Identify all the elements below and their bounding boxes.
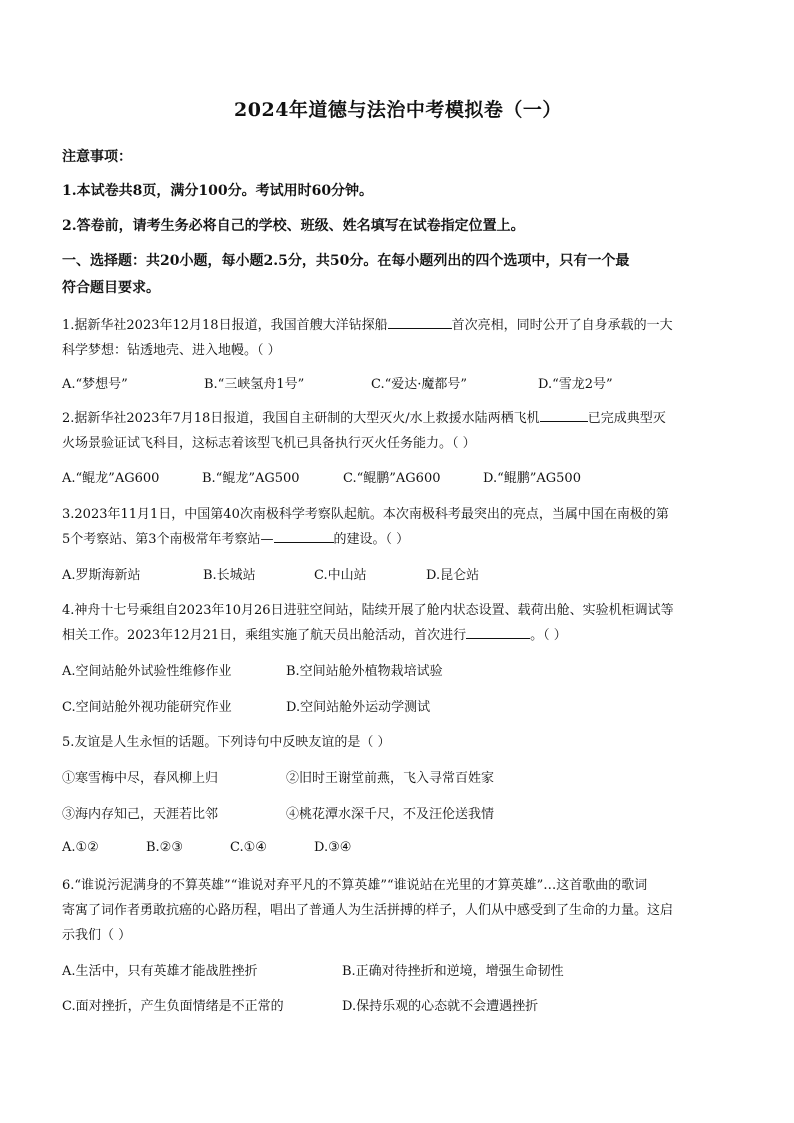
question-5-option-d: D.③④ — [314, 840, 352, 855]
answer-blank — [466, 626, 530, 639]
question-5-item-4: ④桃花潭水深千尺，不及汪伦送我情 — [286, 807, 495, 822]
notice-item-2: 2.答卷前，请考生务必将自己的学校、班级、姓名填写在试卷指定位置上。 — [62, 218, 525, 234]
question-6-option-a: A.生活中，只有英雄才能战胜挫折 — [62, 964, 258, 979]
question-4-option-b: B.空间站舱外植物栽培试验 — [286, 664, 443, 679]
question-2-stem-part-b: 已完成典型灭 — [587, 411, 666, 426]
question-2-option-c: C.“鲲鹏”AG600 — [343, 471, 441, 486]
answer-blank — [388, 316, 452, 329]
question-3-stem-line-2 — [62, 528, 409, 547]
question-3-stem-line-1: 3.2023年11月1日，中国第40次南极科学考察队起航。本次南极科考最突出的亮点，当属中国在南极的第 — [62, 507, 669, 522]
question-2-stem-line-1 — [62, 407, 666, 426]
question-6-stem-line-1: 6.“谁说污泥满身的不算英雄”“谁说对弃平凡的不算英雄”“谁说站在光里的才算英雄”…这首歌曲的歌词 — [62, 878, 648, 893]
question-3-option-c: C.中山站 — [314, 568, 367, 583]
question-4-option-d: D.空间站舱外运动学测试 — [286, 700, 431, 715]
question-1-option-c: C.“爱达·魔都号” — [371, 377, 468, 392]
question-6-stem-line-2: 寄寓了词作者勇敢抗癌的心路历程，唱出了普通人为生活拼搏的样子，人们从中感受到了生命的力量。这启 — [62, 903, 674, 918]
question-5-option-a: A.①② — [62, 840, 99, 855]
question-1-option-a: A.“梦想号” — [62, 377, 128, 392]
question-1-option-d: D.“雪龙2号” — [538, 377, 613, 392]
question-5-stem: 5.友谊是人生永恒的话题。下列诗句中反映友谊的是（ ） — [62, 735, 391, 750]
question-5-item-2: ②旧时王谢堂前燕，飞入寻常百姓家 — [286, 771, 495, 786]
question-4-stem-line-1: 4.神舟十七号乘组自2023年10月26日进驻空间站，陆续开展了舱内状态设置、载荷出舱、实验机柜调试等 — [62, 603, 674, 618]
question-6-stem-line-3: 示我们（ ） — [62, 928, 132, 943]
question-2-option-d: D.“鲲鹏”AG500 — [483, 471, 581, 486]
question-1-stem-part-b: 首次亮相，同时公开了自身承载的一大 — [451, 318, 673, 333]
section-heading-line-1: 一、选择题：共20小题，每小题2.5分，共50分。在每小题列出的四个选项中，只有一个最 — [62, 253, 630, 269]
answer-blank — [540, 409, 588, 422]
question-4-option-c: C.空间站舱外视功能研究作业 — [62, 700, 232, 715]
section-heading-line-2: 符合题目要求。 — [62, 280, 160, 296]
question-3-stem-part-a: 5个考察站、第3个南极常年考察站— — [62, 532, 274, 547]
notice-item-1: 1.本试卷共8页，满分100分。考试用时60分钟。 — [62, 183, 374, 199]
question-3-option-d: D.昆仑站 — [426, 568, 480, 583]
question-6-option-d: D.保持乐观的心态就不会遭遇挫折 — [342, 999, 539, 1014]
question-3-stem-part-b: 的建设。（ ） — [333, 532, 410, 547]
question-2-option-b: B.“鲲龙”AG500 — [202, 471, 300, 486]
question-1-option-b: B.“三峡氢舟1号” — [204, 377, 305, 392]
question-2-stem-part-a: 2.据新华社2023年7月18日报道，我国自主研制的大型灭火/水上救援水陆两栖飞机 — [62, 411, 540, 426]
answer-blank — [274, 530, 334, 543]
question-4-stem-part-b: 。（ ） — [530, 628, 567, 643]
question-1-stem-line-2: 科学梦想：钻透地壳、进入地幔。（ ） — [62, 343, 281, 358]
question-4-option-a: A.空间站舱外试验性维修作业 — [62, 664, 232, 679]
question-5-option-c: C.①④ — [230, 840, 267, 855]
question-1-stem-line-1 — [62, 314, 673, 333]
question-6-option-b: B.正确对待挫折和逆境，增强生命韧性 — [342, 964, 564, 979]
question-2-stem-line-2: 火场景验证试飞科目，这标志着该型飞机已具备执行灭火任务能力。（ ） — [62, 436, 476, 451]
question-5-option-b: B.②③ — [146, 840, 183, 855]
notice-heading: 注意事项： — [62, 149, 132, 165]
question-4-stem-part-a: 相关工作。2023年12月21日，乘组实施了航天员出舱活动，首次进行 — [62, 628, 467, 643]
page-title: 2024年道德与法治中考模拟卷（一） — [234, 99, 562, 121]
question-6-option-c: C.面对挫折，产生负面情绪是不正常的 — [62, 999, 284, 1014]
question-1-stem-part-a: 1.据新华社2023年12月18日报道，我国首艘大洋钻探船 — [62, 318, 388, 333]
question-5-item-3: ③海内存知己，天涯若比邻 — [62, 807, 219, 822]
question-5-item-1: ①寒雪梅中尽，春风柳上归 — [62, 771, 219, 786]
question-3-option-a: A.罗斯海新站 — [62, 568, 141, 583]
question-3-option-b: B.长城站 — [203, 568, 256, 583]
question-4-stem-line-2 — [62, 624, 567, 643]
question-2-option-a: A.“鲲龙”AG600 — [62, 471, 160, 486]
